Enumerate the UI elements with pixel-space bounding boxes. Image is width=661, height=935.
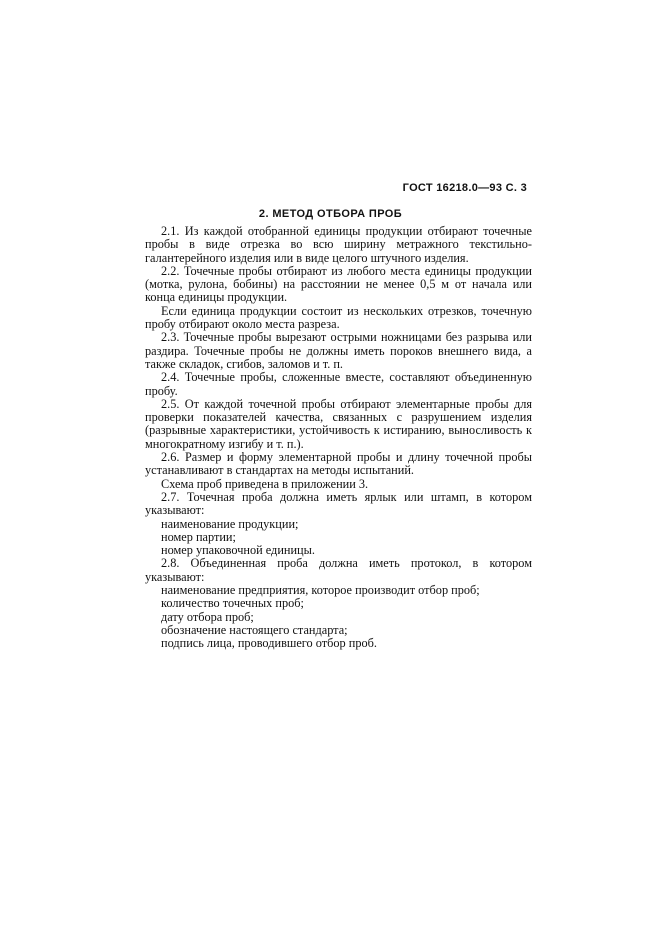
section-title: 2. МЕТОД ОТБОРА ПРОБ — [258, 208, 403, 220]
paragraph-2-6: 2.6. Размер и форму элементарной пробы и длину точечной пробы устанавливают в стандартах на методы испытаний. — [145, 450, 532, 478]
list-2-7 — [145, 518, 532, 558]
list-2-8 — [145, 584, 532, 650]
list-item: номер упаковочной единицы. — [161, 543, 315, 558]
paragraph-2-4: 2.4. Точечные пробы, сложенные вместе, составляют объединенную пробу. — [145, 370, 532, 398]
page-header: ГОСТ 16218.0—93 С. 3 — [402, 182, 527, 194]
paragraph-2-1: 2.1. Из каждой отобранной единицы продукции отбирают точечные пробы в виде отрезка во всю ширину метражного текстильно-галантерейного изделия или в виде целого штучного изделия. — [145, 224, 532, 265]
paragraph-2-7: 2.7. Точечная проба должна иметь ярлык или штамп, в котором указывают: — [145, 489, 532, 518]
paragraph-2-2-note: Если единица продукции состоит из нескольких отрезков, точечную пробу отбирают около места разреза. — [145, 303, 532, 332]
list-item: подпись лица, проводившего отбор проб. — [161, 636, 377, 651]
paragraph-2-2: 2.2. Точечные пробы отбирают из любого места единицы продукции (мотка, рулона, бобины) на расстоянии не менее 0,5 м от начала или конца единицы продукции. — [145, 263, 532, 305]
paragraph-2-3: 2.3. Точечные пробы вырезают острыми ножницами без разрыва или раздира. Точечные пробы не должны иметь пороков внешнего вида, а также складок, сгибов, заломов и т. п. — [145, 330, 532, 371]
list-item: наименование продукции; — [161, 516, 299, 531]
list-item: номер партии; — [161, 529, 236, 544]
paragraph-2-8: 2.8. Объединенная проба должна иметь протокол, в котором указывают: — [145, 556, 532, 584]
list-item: дату отбора проб; — [161, 609, 254, 624]
paragraph-2-6-note: Схема проб приведена в приложении 3. — [161, 476, 369, 491]
list-item: количество точечных проб; — [161, 596, 304, 611]
list-item: наименование предприятия, которое производит отбор проб; — [161, 583, 480, 598]
paragraph-2-5: 2.5. От каждой точечной пробы отбирают элементарные пробы для проверки показателей качества, связанных с разрушением изделия (разрывные характеристики, устойчивость к истиранию, выносливость к многократному изгибу и т. п.). — [145, 396, 532, 451]
list-item: обозначение настоящего стандарта; — [161, 622, 348, 637]
body-text — [145, 225, 532, 651]
